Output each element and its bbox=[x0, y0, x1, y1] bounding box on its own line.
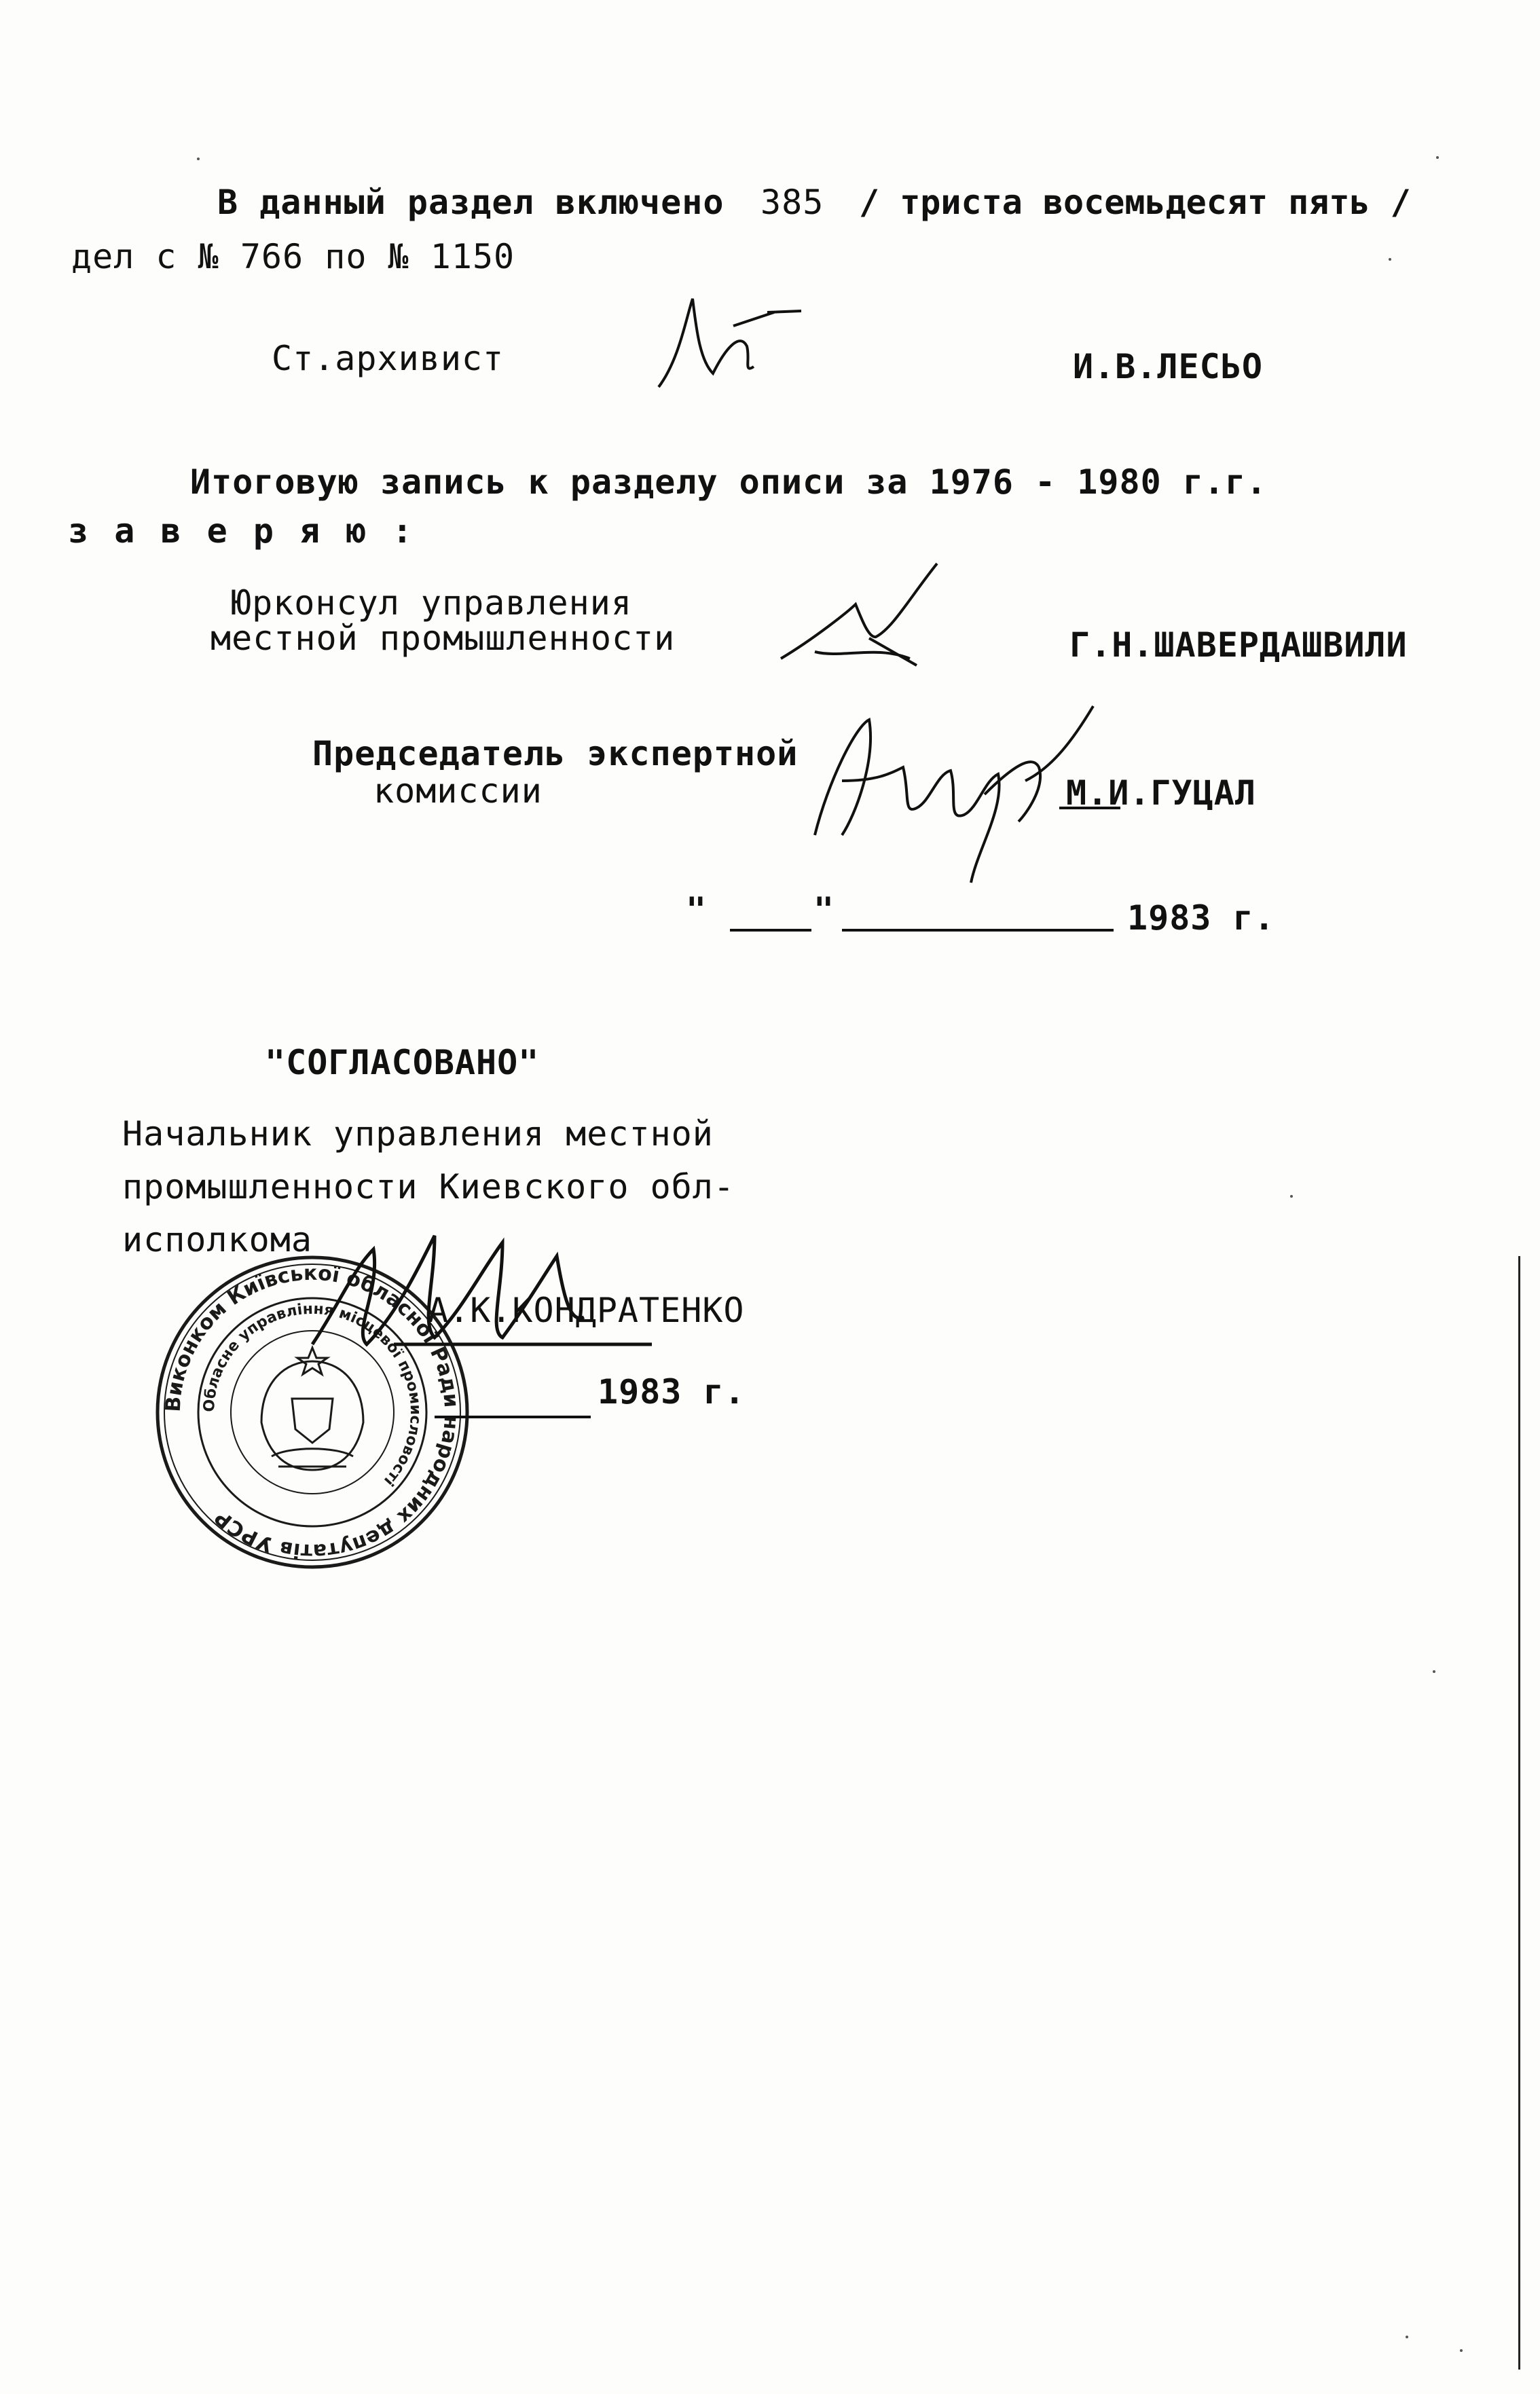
summary-line1-prefix: В данный раздел включено bbox=[217, 183, 725, 222]
approval-date-blank bbox=[435, 1416, 591, 1418]
approval-line2: промышленности Киевского обл- bbox=[122, 1167, 735, 1207]
approval-name: А.К.КОНДРАТЕНКО bbox=[428, 1291, 745, 1330]
scan-speck bbox=[1406, 2336, 1408, 2338]
commission-chair-name: М.И.ГУЦАЛ bbox=[1066, 773, 1256, 813]
legal-counsel-title-line2: местной промышленности bbox=[210, 619, 676, 658]
date1-open-quote: " bbox=[686, 890, 708, 929]
archivist-signature bbox=[631, 285, 822, 407]
legal-counsel-title-line1: Юрконсул управления bbox=[231, 583, 632, 623]
archivist-name: И.В.ЛЕСЬО bbox=[1073, 347, 1263, 386]
legal-counsel-signature bbox=[774, 557, 951, 679]
certification-line1: Итоговую запись к разделу описи за 1976 - 1980 г.г. bbox=[190, 462, 1268, 502]
date1-year: 1983 г. bbox=[1127, 898, 1275, 938]
approval-year: 1983 г. bbox=[598, 1372, 746, 1412]
date1-close-quote: " bbox=[813, 890, 835, 929]
certification-line2: з а в е р я ю : bbox=[68, 511, 416, 551]
scan-speck bbox=[1460, 2349, 1463, 2352]
commission-chair-title-line1: Председатель экспертной bbox=[312, 734, 799, 773]
legal-counsel-name: Г.Н.ШАВЕРДАШВИЛИ bbox=[1069, 625, 1408, 665]
approval-heading: "СОГЛАСОВАНО" bbox=[265, 1043, 540, 1082]
summary-count-number: 385 bbox=[760, 183, 824, 222]
seal-outer-text: Виконком Київської обласної Ради народних депутатів УРСР bbox=[161, 1261, 464, 1564]
approval-line1: Начальник управления местной bbox=[122, 1114, 714, 1154]
approval-line3: исполкома bbox=[122, 1220, 312, 1259]
summary-line2: дел с № 766 по № 1150 bbox=[71, 237, 515, 276]
scan-speck bbox=[197, 158, 200, 160]
archivist-title: Ст.архивист bbox=[272, 339, 505, 378]
seal-inner-text: Обласне управління місцевої промисловості bbox=[200, 1300, 424, 1490]
scan-speck bbox=[1433, 1670, 1435, 1673]
commission-chair-title-line2: комиссии bbox=[373, 771, 543, 811]
date1-day-blank bbox=[730, 929, 811, 932]
summary-count-words: / триста восемьдесят пять / bbox=[859, 183, 1411, 222]
scan-edge bbox=[1518, 1256, 1520, 2370]
scan-speck bbox=[1290, 1195, 1293, 1198]
scan-speck bbox=[1436, 156, 1439, 159]
commission-chair-signature bbox=[801, 699, 1107, 896]
scan-speck bbox=[1389, 258, 1391, 261]
date1-month-blank bbox=[842, 929, 1114, 932]
